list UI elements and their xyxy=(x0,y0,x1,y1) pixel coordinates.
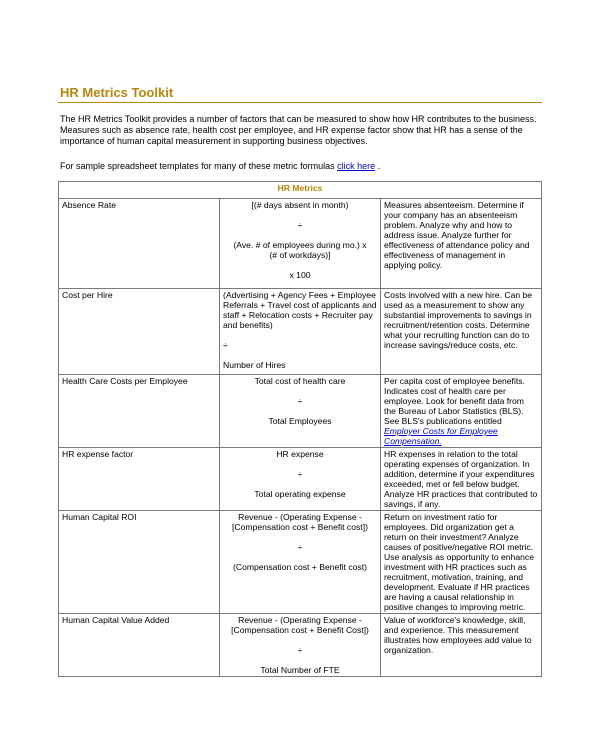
formula-line xyxy=(223,552,377,562)
formula-line: ÷ xyxy=(297,542,303,552)
metric-name: Cost per Hire xyxy=(59,289,220,375)
formula-line: ÷ xyxy=(297,220,303,230)
metric-name: Human Capital ROI xyxy=(59,511,220,614)
metric-formula xyxy=(220,614,381,677)
formula-line: (Ave. # of employees during mo.) x xyxy=(233,240,367,250)
bls-publication-link[interactable]: Employer Costs for Employee Compensation. xyxy=(384,426,498,446)
table-row xyxy=(59,511,542,614)
metric-name: Absence Rate xyxy=(59,199,220,289)
formula-line: Total cost of health care xyxy=(254,376,346,386)
intro-paragraph: The HR Metrics Toolkit provides a number of factors that can be measured to show how HR contributes to the business. Measures such as absence rate, health cost per employee, and HR expense factor show that HR has a sense of the importance of human capital measurement in supporting business objectives. xyxy=(60,114,537,146)
title-rule xyxy=(58,102,542,103)
formula-line: (Compensation cost + Benefit cost) xyxy=(233,562,367,572)
table-row xyxy=(59,448,542,511)
metric-name: Human Capital Value Added xyxy=(59,614,220,677)
metric-description: Costs involved with a new hire. Can be used as a measurement to show any substantial improvements to savings in recruitment/retention costs. Determine what your recruiting function can do to increase savings/reduce costs, etc. xyxy=(381,289,542,375)
metric-description: Measures absenteeism. Determine if your company has an absenteeism problem. Analyze why and how to address issue. Analyze further for effectiveness of attendance policy and effectiveness of management in applying policy. xyxy=(381,199,542,289)
table-row xyxy=(59,289,542,375)
formula-line: ÷ xyxy=(297,396,303,406)
metric-formula xyxy=(220,375,381,448)
metric-description: Value of workforce's knowledge, skill, and experience. This measurement illustrates how employees add value to organization. xyxy=(381,614,542,677)
formula-line xyxy=(223,210,377,220)
formula-line: Total Number of FTE xyxy=(260,665,340,675)
table-row xyxy=(59,199,542,289)
sample-line xyxy=(60,161,380,172)
formula-line: ÷ xyxy=(223,340,228,350)
metric-formula xyxy=(220,511,381,614)
formula-line xyxy=(223,532,377,542)
formula-line xyxy=(223,655,377,665)
sample-text: For sample spreadsheet templates for many of these metric formulas xyxy=(60,161,338,171)
table-body xyxy=(59,199,542,677)
formula-line xyxy=(223,230,377,240)
formula-line: [Compensation cost + Benefit cost]) xyxy=(232,522,368,532)
formula-line: ÷ xyxy=(297,469,303,479)
formula-line: Revenue - (Operating Expense - xyxy=(238,615,362,625)
formula-line: (# of workdays)] xyxy=(269,250,331,260)
formula-line xyxy=(223,260,377,270)
formula-line: Total Employees xyxy=(268,416,332,426)
hr-metrics-table xyxy=(58,181,542,677)
click-here-link[interactable]: click here xyxy=(337,161,376,171)
formula-line xyxy=(223,406,377,416)
document-title: HR Metrics Toolkit xyxy=(60,85,174,100)
formula-line: (Advertising + Agency Fees + Employee Referrals + Travel cost of applicants and staff + Relocation costs + Recruiter pay and benefits) xyxy=(223,290,377,330)
formula-line xyxy=(223,350,377,360)
formula-line xyxy=(223,479,377,489)
metric-name: HR expense factor xyxy=(59,448,220,511)
formula-line: Revenue - (Operating Expense - xyxy=(238,512,362,522)
metric-description: Return on investment ratio for employees. Did organization get a return on their investment? Analyze causes of positive/negative ROI metric. Use analysis as opportunity to enhance investment with HR practices such as recruitment, motivation, training, and development. Evaluate if HR practices are having a causal relationship in positive changes to improving metric. xyxy=(381,511,542,614)
metric-name: Health Care Costs per Employee xyxy=(59,375,220,448)
formula-line xyxy=(223,459,377,469)
formula-line: [(# days absent in month) xyxy=(251,200,349,210)
metric-formula xyxy=(220,448,381,511)
metric-description: HR expenses in relation to the total operating expenses of organization. In addition, determine if your expenditures exceeded, met or fell below budget. Analyze HR practices that contributed to savings, if any. xyxy=(381,448,542,511)
metric-formula xyxy=(220,289,381,375)
formula-line: HR expense xyxy=(276,449,324,459)
formula-line: Number of Hires xyxy=(223,360,286,370)
metric-description: Per capita cost of employee benefits. Indicates cost of health care per employee. Look for benefit data from the Bureau of Labor Statistics (BLS). See BLS's publications entitled Employer Costs for Employee Compensation. xyxy=(381,375,542,448)
table-header: HR Metrics xyxy=(59,182,542,199)
formula-line: ÷ xyxy=(297,645,303,655)
table-row xyxy=(59,614,542,677)
formula-line xyxy=(223,635,377,645)
sample-after: . xyxy=(375,161,381,171)
formula-line xyxy=(223,386,377,396)
formula-line: Total operating expense xyxy=(254,489,346,499)
formula-line: [Compensation cost + Benefit Cost]) xyxy=(231,625,369,635)
table-row xyxy=(59,375,542,448)
formula-line: x 100 xyxy=(289,270,311,280)
metric-formula xyxy=(220,199,381,289)
formula-line xyxy=(223,330,377,340)
